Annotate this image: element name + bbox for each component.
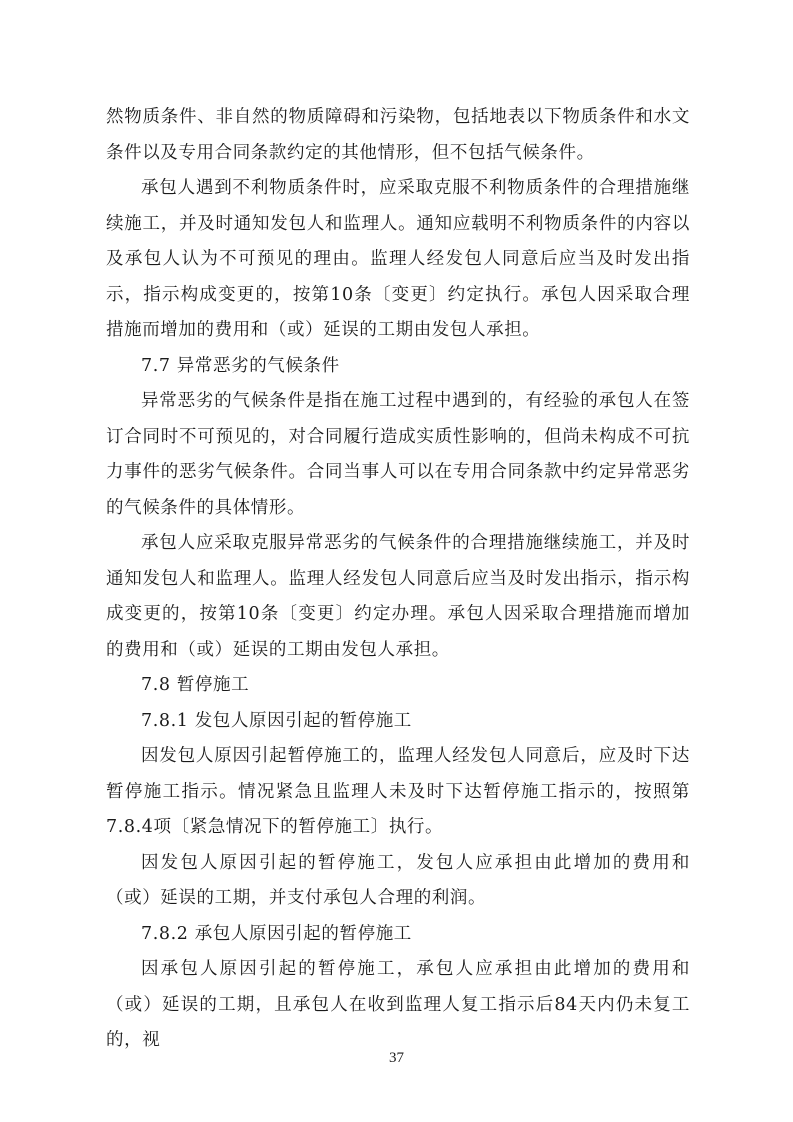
section-heading: 7.7 异常恶劣的气候条件	[141, 355, 340, 376]
body-paragraph: 异常恶劣的气候条件是指在施工过程中遇到的，有经验的承包人在签订合同时不可预见的，对合同履行造成实质性影响的，但尚未构成不可抗力事件的恶劣气候条件。合同当事人可以在专用合同条款中约定异常恶劣的气候条件的具体情形。	[106, 391, 690, 518]
continuation-paragraph: 然物质条件、非自然的物质障碍和污染物，包括地表以下物质条件和水文条件以及专用合同条款约定的其他情形，但不包括气候条件。	[106, 107, 690, 163]
section-heading: 7.8 暂停施工	[141, 675, 250, 695]
body-paragraph: 因发包人原因引起的暂停施工，发包人应承担由此增加的费用和（或）延误的工期，并支付承包人合理的利润。	[106, 852, 690, 908]
body-paragraph: 因承包人原因引起的暂停施工，承包人应承担由此增加的费用和（或）延误的工期，且承包人在收到监理人复工指示后84天内仍未复工的，视	[106, 959, 690, 1050]
body-paragraph: 承包人遇到不利物质条件时，应采取克服不利物质条件的合理措施继续施工，并及时通知发包人和监理人。通知应载明不利物质条件的内容以及承包人认为不可预见的理由。监理人经发包人同意后应当及时发出指示，指示构成变更的，按第10条〔变更〕约定执行。承包人因采取合理措施而增加的费用和（或）延误的工期由发包人承担。	[106, 178, 690, 340]
subsection-heading: 7.8.1 发包人原因引起的暂停施工	[141, 710, 412, 731]
page-number: 37	[389, 1050, 404, 1066]
body-paragraph: 承包人应采取克服异常恶劣的气候条件的合理措施继续施工，并及时通知发包人和监理人。监理人经发包人同意后应当及时发出指示，指示构成变更的，按第10条〔变更〕约定办理。承包人因采取合理措施而增加的费用和（或）延误的工期由发包人承担。	[106, 533, 690, 660]
body-paragraph: 因发包人原因引起暂停施工的，监理人经发包人同意后，应及时下达暂停施工指示。情况紧急且监理人未及时下达暂停施工指示的，按照第7.8.4项〔紧急情况下的暂停施工〕执行。	[106, 746, 690, 837]
document-body	[106, 100, 690, 1059]
subsection-heading: 7.8.2 承包人原因引起的暂停施工	[141, 923, 412, 944]
